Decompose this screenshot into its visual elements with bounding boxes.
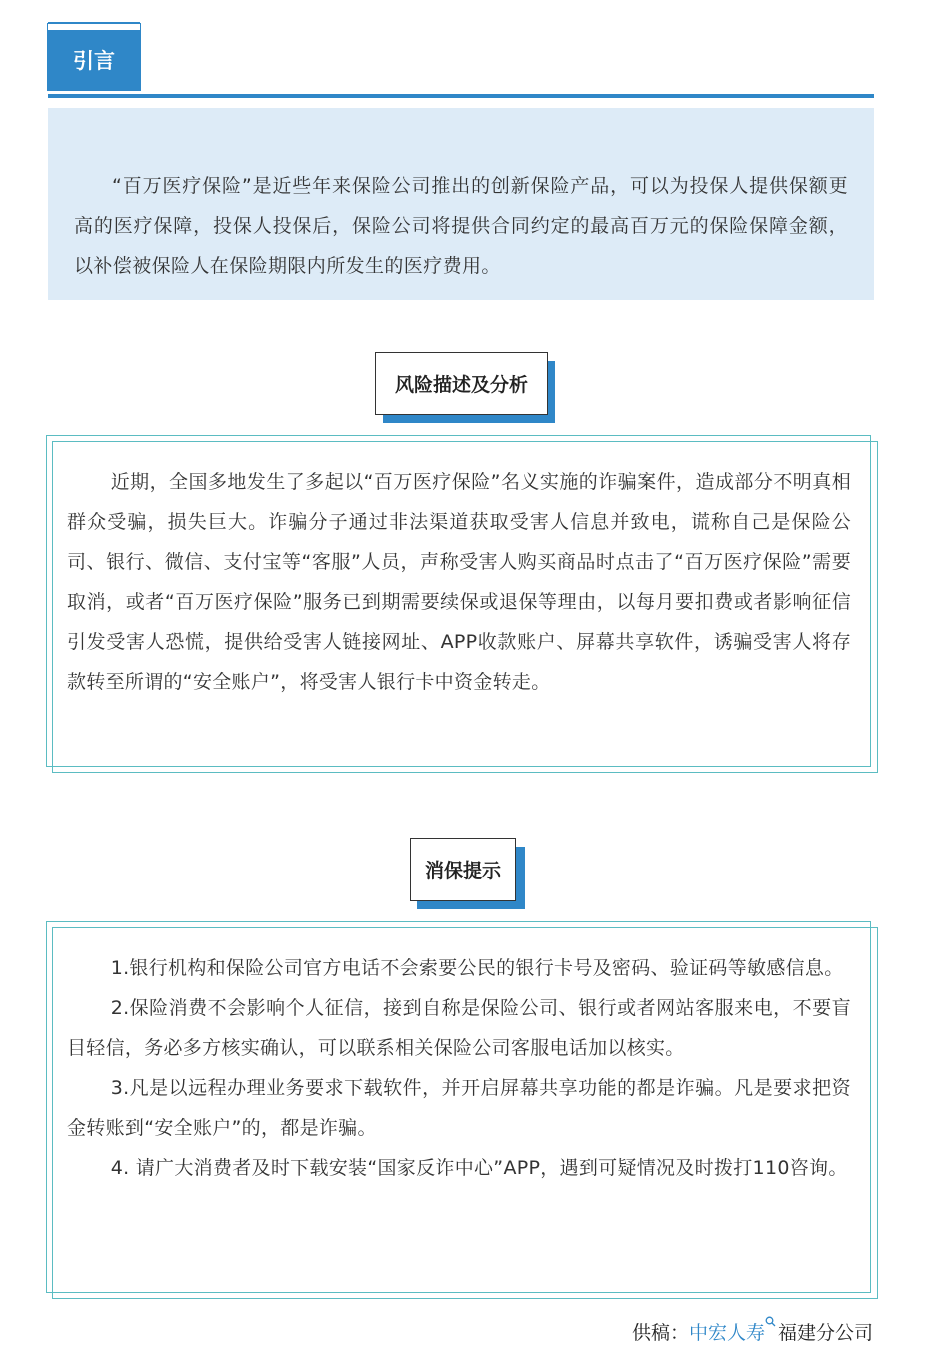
tip-item-3: 3.凡是以远程办理业务要求下载软件，并开启屏幕共享功能的都是诈骗。凡是要求把资金转账到“安全账户”的，都是诈骗。 bbox=[67, 1077, 851, 1139]
risk-content bbox=[67, 462, 851, 702]
footer-credit bbox=[632, 1318, 873, 1345]
search-icon[interactable] bbox=[765, 1316, 776, 1330]
tip-item-2: 2.保险消费不会影响个人征信，接到自称是保险公司、银行或者网站客服来电，不要盲目轻信，务必多方核实确认，可以联系相关保险公司客服电话加以核实。 bbox=[67, 997, 851, 1059]
tip-item-1: 1.银行机构和保险公司官方电话不会索要公民的银行卡号及密码、验证码等敏感信息。 bbox=[110, 957, 844, 979]
footer-prefix: 供稿： bbox=[631, 1322, 689, 1344]
intro-paragraph: “百万医疗保险”是近些年来保险公司推出的创新保险产品，可以为投保人提供保额更高的医疗保障，投保人投保后，保险公司将提供合同约定的最高百万元的保险保障金额，以补偿被保险人在保险期限内所发生的医疗费用。 bbox=[74, 175, 848, 277]
tips-heading: 消保提示 bbox=[410, 838, 516, 901]
risk-heading-block bbox=[375, 352, 555, 424]
intro-box bbox=[48, 108, 874, 300]
tip-item-4: 4. 请广大消费者及时下载安装“国家反诈中心”APP，遇到可疑情况及时拨打110咨询。 bbox=[110, 1157, 848, 1179]
intro-tab bbox=[48, 24, 140, 90]
tips-list bbox=[67, 948, 851, 1188]
tips-heading-block bbox=[410, 838, 525, 910]
footer-brand-link[interactable]: 中宏人寿 bbox=[688, 1322, 765, 1344]
intro-tab-label: 引言 bbox=[73, 49, 115, 73]
intro-divider bbox=[48, 94, 874, 98]
risk-paragraph: 近期，全国多地发生了多起以“百万医疗保险”名义实施的诈骗案件，造成部分不明真相群众受骗，损失巨大。诈骗分子通过非法渠道获取受害人信息并致电，谎称自己是保险公司、银行、微信、支付宝等“客服”人员，声称受害人购买商品时点击了“百万医疗保险”需要取消，或者“百万医疗保险”服务已到期需要续保或退保等理由，以每月要扣费或者影响征信引发受害人恐慌，提供给受害人链接网址、APP收款账户、屏幕共享软件，诱骗受害人将存款转至所谓的“安全账户”，将受害人银行卡中资金转走。 bbox=[67, 471, 851, 693]
risk-heading: 风险描述及分析 bbox=[375, 352, 548, 415]
footer-suffix: 福建分公司 bbox=[777, 1322, 873, 1344]
